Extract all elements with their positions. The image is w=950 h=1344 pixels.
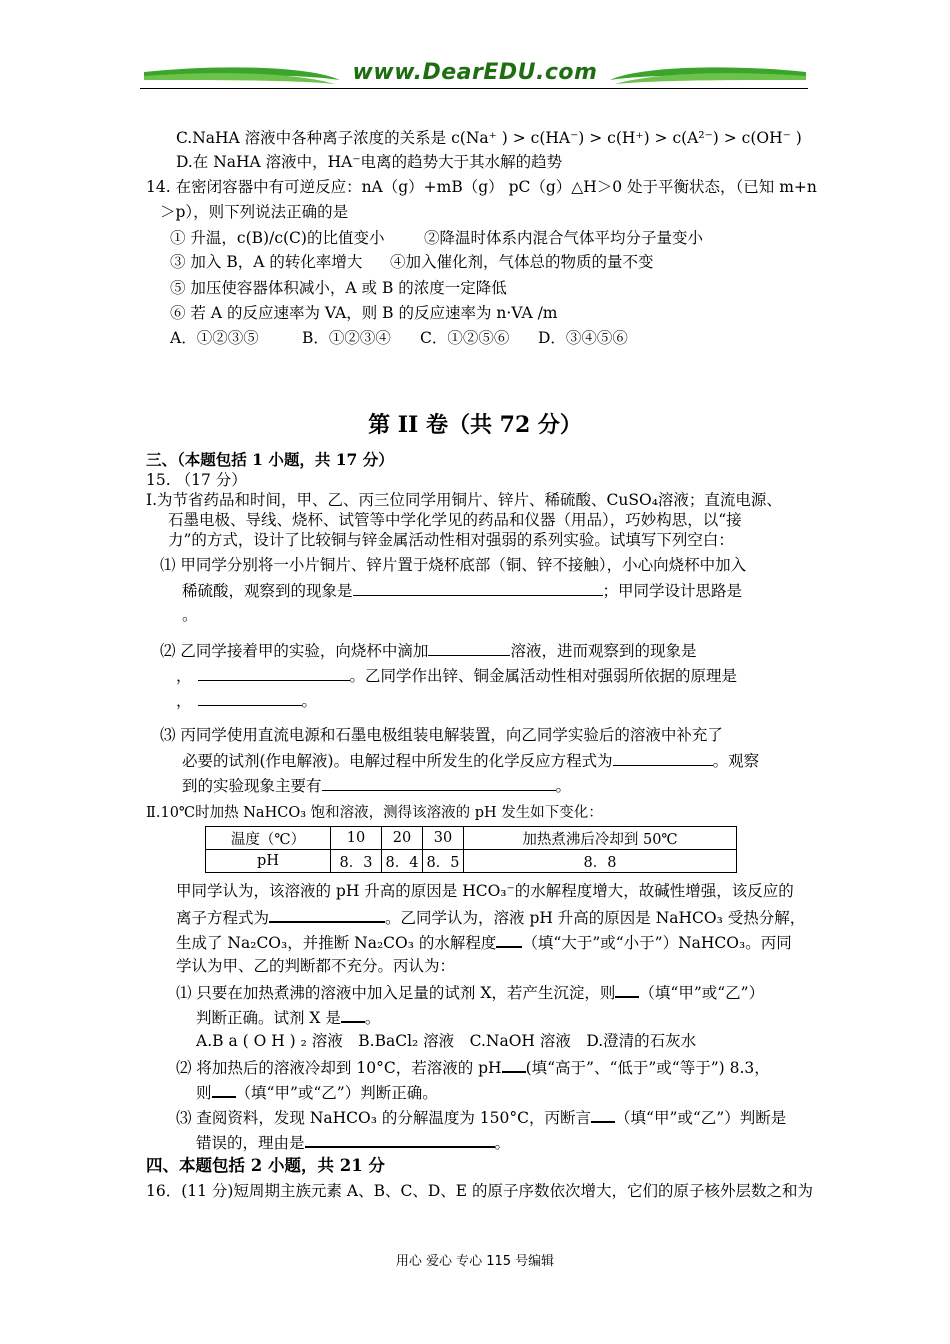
q15-2-phenomenon-blank[interactable] xyxy=(198,665,350,681)
table-cell: 8．8 xyxy=(464,850,737,873)
q15-3-text-b: 。观察 xyxy=(712,752,760,770)
q15-part1-intro-line3: 力”的方式，设计了比较铜与锌金属活动性相对强弱的系列实验。试填写下列空白： xyxy=(168,531,734,549)
q15-3-text: 必要的试剂(作电解液)。电解过程中所发生的化学反应方程式为 xyxy=(182,752,613,770)
q14-choice-c: C．①②⑤⑥ xyxy=(420,329,510,347)
q15-2-sub2-line2 xyxy=(196,1081,438,1103)
table-cell: 温度（℃） xyxy=(206,827,331,850)
q14-choice-a: A．①②③⑤ xyxy=(170,329,259,347)
q15-1-answer-blank[interactable] xyxy=(353,580,603,596)
q15-2-para-text-d: （填“大于”或“小于”）NaHCO₃。丙同 xyxy=(522,934,792,952)
table-cell: 8．4 xyxy=(382,850,423,873)
q13-option-d: D.在 NaHA 溶液中，HA⁻电离的趋势大于其水解的趋势 xyxy=(176,153,563,171)
q15-2-line3 xyxy=(176,690,317,711)
sub3-text: ⑶ 查阅资料，发现 NaHCO₃ 的分解温度为 150°C，丙断言 xyxy=(176,1109,592,1127)
table-cell: 30 xyxy=(423,827,464,850)
reagent-x-blank[interactable] xyxy=(341,1006,365,1023)
ph-compare-blank[interactable] xyxy=(502,1056,526,1073)
q15-part1-intro-line2: 石墨电极、导线、烧杯、试管等中学化学见的药品和仪器（用品），巧妙构思，以“接 xyxy=(168,511,742,529)
q14-choice-d: D．③④⑤⑥ xyxy=(538,329,628,347)
q15-2-sub3-line1 xyxy=(176,1106,786,1128)
site-logo-text[interactable]: www.DearEDU.com xyxy=(352,60,598,85)
table-cell: 8．3 xyxy=(331,850,382,873)
q15-3-equation-blank[interactable] xyxy=(613,750,713,766)
table-row xyxy=(206,850,737,873)
sub2-text: ⑵ 将加热后的溶液冷却到 10°C，若溶液的 pH xyxy=(176,1059,502,1077)
sub3-period: 。 xyxy=(494,1134,511,1152)
sub2-text-d: （填“甲”或“乙”）判断正确。 xyxy=(235,1084,438,1102)
q15-2-text-b: 溶液，进而观察到的现象是 xyxy=(510,642,697,660)
q15-2-sub1-line2 xyxy=(196,1006,380,1028)
ph-table xyxy=(205,826,737,873)
q15-3-line1: ⑶ 丙同学使用直流电源和石墨电极组装电解装置，向乙同学实验后的溶液中补充了 xyxy=(160,726,723,744)
q14-choice-b: B．①②③④ xyxy=(302,329,391,347)
q15-2-comma-b: ， xyxy=(176,692,192,710)
q15-2-period: 。 xyxy=(301,692,318,710)
q15-2-line2 xyxy=(176,665,737,686)
q14-stem-line1: 14. 在密闭容器中有可逆反应：nA（g）+mB（g） pC（g）△H＞0 处于平衡状态，（已知 m+n xyxy=(146,178,817,196)
q15-2-sub2-line1 xyxy=(176,1056,770,1078)
q16-stem: 16．(11 分)短周期主族元素 A、B、C、D、E 的原子序数依次增大，它们的原子核外层数之和为 xyxy=(146,1182,814,1200)
q15-2-comma: ， xyxy=(176,667,192,685)
sub2-text-c: 则 xyxy=(196,1084,212,1102)
sub1-text-b: （填“甲”或“乙”） xyxy=(639,984,765,1002)
sub3-text-b: （填“甲”或“乙”）判断是 xyxy=(615,1109,787,1127)
sub3-text-c: 错误的，理由是 xyxy=(196,1134,305,1152)
q15-3-line3 xyxy=(182,775,571,796)
q14-statement-4: ④加入催化剂，气体总的物质的量不变 xyxy=(390,253,654,271)
q15-2-text-c: 。乙同学作出锌、铜金属活动性相对强弱所依据的原理是 xyxy=(349,667,738,685)
sub2-text-b: (填“高于”、“低于”或“等于”) 8.3， xyxy=(525,1059,770,1077)
q15-1-line3: 。 xyxy=(182,606,198,624)
q15-2-para-text-c: 生成了 Na₂CO₃，并推断 Na₂CO₃ 的水解程度 xyxy=(176,934,497,952)
q15-3-observation-blank[interactable] xyxy=(322,775,556,791)
q15-part1-intro-line1: Ⅰ.为节省药品和时间，甲、乙、丙三位同学用铜片、锌片、稀硫酸、CuSO₄溶液；直流电源、 xyxy=(146,491,782,509)
q15-part2-intro: Ⅱ.10℃时加热 NaHCO₃ 饱和溶液，测得该溶液的 pH 发生如下变化： xyxy=(146,805,603,821)
header-divider xyxy=(140,88,808,89)
sub1-text: ⑴ 只要在加热煮沸的溶液中加入足量的试剂 X，若产生沉淀，则 xyxy=(176,984,616,1002)
q14-statement-3: ③ 加入 B，A 的转化率增大 xyxy=(170,253,363,271)
q15-2-para-text: 离子方程式为 xyxy=(176,909,270,927)
q15-2-text: ⑵ 乙同学接着甲的实验，向烧杯中滴加 xyxy=(160,642,429,660)
sub1-period: 。 xyxy=(364,1009,381,1027)
q15-2-reagent-blank[interactable] xyxy=(428,640,510,656)
q15-3-period: 。 xyxy=(555,777,572,795)
q15-1-text-b: ；甲同学设计思路是 xyxy=(602,582,743,600)
part2-title: 第 II 卷（共 72 分） xyxy=(368,412,582,438)
page-footer: 用心 爱心 专心 115 号编辑 xyxy=(395,1254,555,1269)
q15-heading: 15. （17 分） xyxy=(146,471,247,489)
ionic-equation-blank[interactable] xyxy=(269,906,385,923)
q15-3-line2 xyxy=(182,750,759,771)
sub2-judge-blank[interactable] xyxy=(212,1081,236,1098)
table-cell: pH xyxy=(206,850,331,873)
q15-2-para-line2 xyxy=(176,906,805,928)
table-cell: 8．5 xyxy=(423,850,464,873)
table-cell: 20 xyxy=(382,827,423,850)
q15-2-sub1-options: A.B a ( O H ) ₂ 溶液 B.BaCl₂ 溶液 C.NaOH 溶液 D.澄清的石灰水 xyxy=(196,1032,697,1050)
table-cell: 加热煮沸后冷却到 50℃ xyxy=(464,827,737,850)
q15-3-text-c: 到的实验现象主要有 xyxy=(182,777,322,795)
sub1-judge-blank[interactable] xyxy=(615,981,639,998)
q14-statement-1: ① 升温，c(B)/c(C)的比值变小 xyxy=(170,229,385,247)
q15-1-text: 稀硫酸，观察到的现象是 xyxy=(182,582,353,600)
q14-statement-6: ⑥ 若 A 的反应速率为 VA，则 B 的反应速率为 n·VA /m xyxy=(170,304,558,322)
q15-2-para-line4: 学认为甲、乙的判断都不充分。丙认为： xyxy=(176,957,456,975)
q15-2-sub1-line1 xyxy=(176,981,764,1003)
table-cell: 10 xyxy=(331,827,382,850)
q15-2-line1 xyxy=(160,640,696,661)
q15-2-para-line1: 甲同学认为，该溶液的 pH 升高的原因是 HCO₃⁻的水解程度增大，故碱性增强，该反应的 xyxy=(176,882,794,900)
q15-1-line1: ⑴ 甲同学分别将一小片铜片、锌片置于烧杯底部（铜、锌不接触），小心向烧杯中加入 xyxy=(160,556,747,574)
q15-2-para-line3 xyxy=(176,931,792,953)
q13-option-c: C.NaHA 溶液中各种离子浓度的关系是 c(Na⁺ ) > c(HA⁻) > c(H⁺) > c(A²⁻) > c(OH⁻ ) xyxy=(176,129,802,147)
table-row xyxy=(206,827,737,850)
q15-2-para-text-b: 。乙同学认为，溶液 pH 升高的原因是 NaHCO₃ 受热分解， xyxy=(385,909,806,927)
sub3-judge-blank[interactable] xyxy=(591,1106,615,1123)
q15-1-line2 xyxy=(182,580,742,601)
section4-heading: 四、本题包括 2 小题，共 21 分 xyxy=(146,1156,385,1175)
hydrolysis-compare-blank[interactable] xyxy=(496,931,522,948)
q14-statement-5: ⑤ 加压使容器体积减小，A 或 B 的浓度一定降低 xyxy=(170,279,507,297)
q14-stem-line2: ＞p），则下列说法正确的是 xyxy=(160,203,349,221)
q15-2-principle-blank[interactable] xyxy=(198,690,302,706)
q15-2-sub3-line2 xyxy=(196,1131,510,1153)
sub3-reason-blank[interactable] xyxy=(305,1131,495,1148)
sub1-text-c: 判断正确。试剂 X 是 xyxy=(196,1009,341,1027)
q14-statement-2: ②降温时体系内混合气体平均分子量变小 xyxy=(424,229,704,247)
section3-heading: 三、（本题包括 1 小题，共 17 分） xyxy=(146,450,394,469)
